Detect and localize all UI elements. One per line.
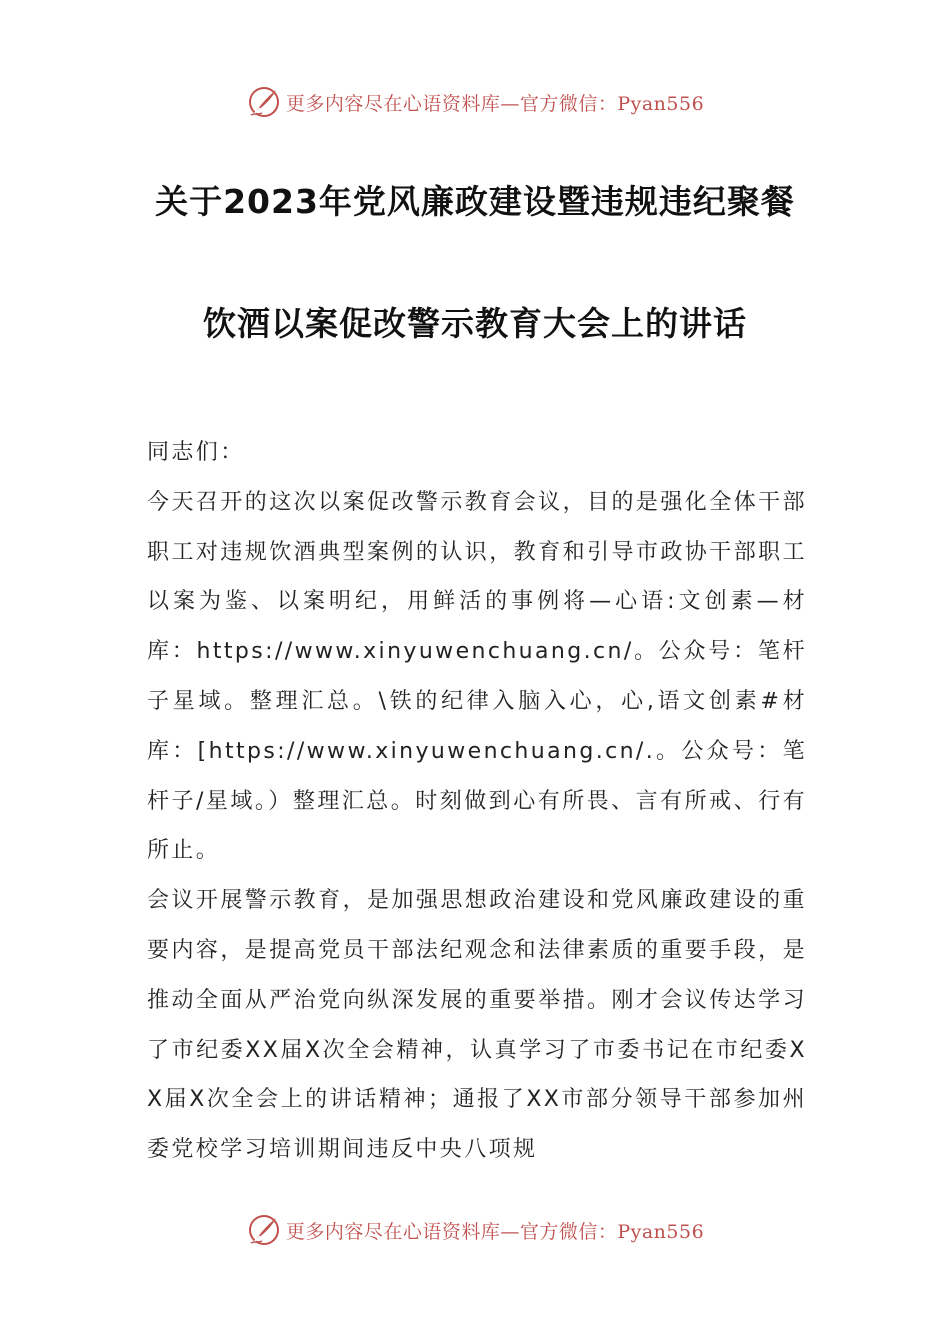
footer-banner xyxy=(0,1210,950,1250)
document-title-line-2: 饮酒以案促改警示教育大会上的讲话 xyxy=(203,304,747,343)
salutation: 同志们： xyxy=(147,440,245,465)
header-banner xyxy=(0,82,950,122)
quill-pen-logo-icon xyxy=(246,84,282,120)
document-title-line-1: 关于2023年党风廉政建设暨违规违纪聚餐 xyxy=(155,182,795,221)
paragraph-1: 今天召开的这次以案促改警示教育会议，目的是强化全体干部职工对违规饮酒典型案例的认识，教育和引导市政协干部职工以案为鉴、以案明纪，用鲜活的事例将—心语:文创素—材库：https://www.xinyuwenchuang.cn/。公众号：笔杆子星域。整理汇总。\铁的纪律入脑入心，心,语文创素#材库：[https://www.xinyuwenchuang.cn/.。公众号：笔杆子/星域。）整理汇总。时刻做到心有所畏、言有所戒、行有所止。 xyxy=(147,489,807,864)
quill-pen-logo-icon xyxy=(246,1212,282,1248)
paragraph-2: 会议开展警示教育，是加强思想政治建设和党风廉政建设的重要内容，是提高党员干部法纪观念和法律素质的重要手段，是推动全面从严治党向纵深发展的重要举措。刚才会议传达学习了市纪委XX届X次全会精神，认真学习了市委书记在市纪委XX届X次全会上的讲话精神；通报了XX市部分领导干部参加州委党校学习培训期间违反中央八项规 xyxy=(147,888,807,1163)
header-banner-text: 更多内容尽在心语资料库—官方微信：Pyan556 xyxy=(285,92,705,115)
footer-banner-text: 更多内容尽在心语资料库—官方微信：Pyan556 xyxy=(285,1220,705,1243)
document-body xyxy=(147,428,807,1175)
